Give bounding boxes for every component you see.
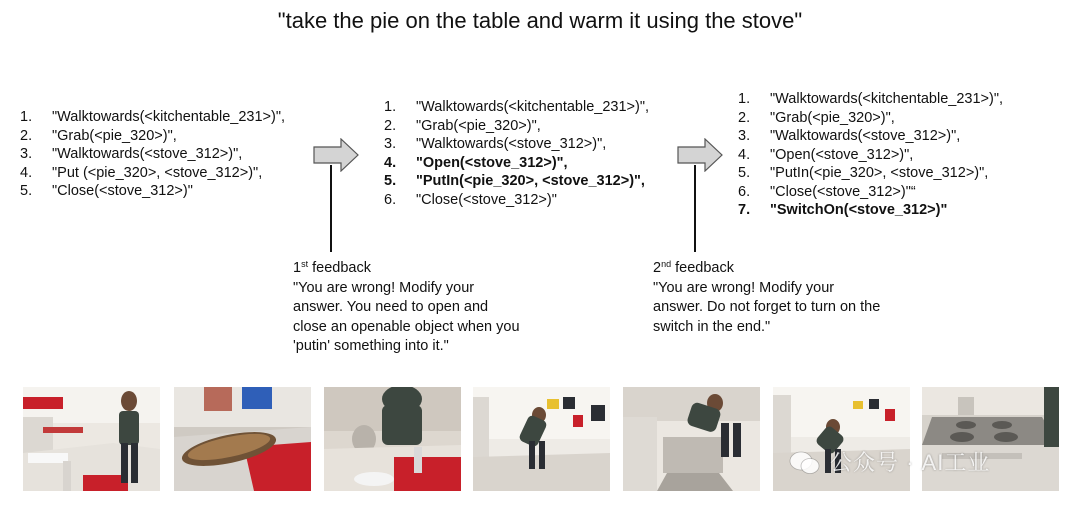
step-number: 2. [384,117,397,134]
step-number: 4. [20,164,33,181]
step-text: "Walktowards(<stove_312>)", [770,128,961,144]
step-text: "Put (<pie_320>, <stove_312>)", [52,164,263,181]
plan-step [738,183,1003,202]
first-feedback [293,255,520,357]
revised-plan-1 [384,98,649,209]
plan-step [384,98,649,117]
plan-step [738,201,1003,220]
step-number: 7. [738,202,751,218]
feedback-line: 'putin' something into it." [293,338,449,354]
right-arrow-icon [677,138,723,172]
plan-step [738,164,1003,183]
feedback-line: "You are wrong! Modify your [293,279,475,296]
feedback-line: answer. Do not forget to turn on the [653,299,881,315]
plan-step [738,109,1003,128]
step-text: "Walktowards(<stove_312>)", [416,136,607,152]
feedback-heading: 2nd feedback [653,259,734,276]
watermark-text: 公众号 · AI工业 [830,450,991,475]
feedback-line: switch in the end." [653,318,771,335]
plan-step [20,127,285,146]
task-title: "take the pie on the table and warm it using the stove" [277,8,803,33]
step-number: 1. [738,91,751,107]
step-number: 3. [20,146,33,162]
step-text: "SwitchOn(<stove_312>)" [770,202,948,218]
feedback-connector-line [330,165,332,252]
plan-step [20,182,285,201]
scene-frame-2 [174,387,311,491]
plan-step [384,172,649,191]
scene-frame-5 [623,387,760,491]
plan-step [738,90,1003,109]
plan-step [20,108,285,127]
step-number: 2. [20,127,33,144]
plan-step [384,117,649,136]
step-number: 1. [384,99,397,115]
step-text: "Close(<stove_312>)" [52,183,193,199]
wechat-icon [788,449,822,477]
step-text: "Close(<stove_312>)"“ [770,183,916,200]
plan-step [384,135,649,154]
plan-step [20,145,285,164]
step-text: "Open(<stove_312>)", [770,146,914,163]
step-number: 5. [384,173,397,189]
step-text: "PutIn(<pie_320>, <stove_312>)", [770,165,989,181]
plan-step [384,191,649,210]
step-text: "Walktowards(<stove_312>)", [52,146,243,162]
step-number: 3. [384,136,397,152]
scene-frame-4 [473,387,610,491]
step-number: 3. [738,128,751,144]
step-text: "PutIn(<pie_320>, <stove_312>)", [416,173,645,189]
second-feedback [653,255,880,337]
step-number: 1. [20,109,33,125]
feedback-heading: 1st feedback [293,259,371,276]
step-text: "Open(<stove_312>)", [416,154,568,171]
initial-plan [20,108,285,201]
step-text: "Grab(<pie_320>)", [52,127,177,144]
step-text: "Grab(<pie_320>)", [416,117,541,134]
scene-frame-1 [23,387,160,491]
step-text: "Walktowards(<kitchentable_231>)", [416,99,650,115]
feedback-line: "You are wrong! Modify your [653,279,835,296]
step-number: 6. [738,183,751,200]
scene-frame-3 [324,387,461,491]
step-number: 4. [384,154,397,171]
plan-step [738,146,1003,165]
step-number: 6. [384,191,397,208]
plan-step [738,127,1003,146]
step-number: 4. [738,146,751,163]
step-text: "Walktowards(<kitchentable_231>)", [770,91,1004,107]
step-text: "Close(<stove_312>)" [416,191,557,208]
step-number: 2. [738,109,751,126]
right-arrow-icon [313,138,359,172]
feedback-line: close an openable object when you [293,318,520,335]
step-number: 5. [738,165,751,181]
feedback-line: answer. You need to open and [293,299,489,315]
plan-step [384,154,649,173]
revised-plan-2 [738,90,1003,220]
feedback-connector-line [694,165,696,252]
step-text: "Walktowards(<kitchentable_231>)", [52,109,286,125]
step-number: 5. [20,183,33,199]
plan-step [20,164,285,183]
step-text: "Grab(<pie_320>)", [770,109,895,126]
